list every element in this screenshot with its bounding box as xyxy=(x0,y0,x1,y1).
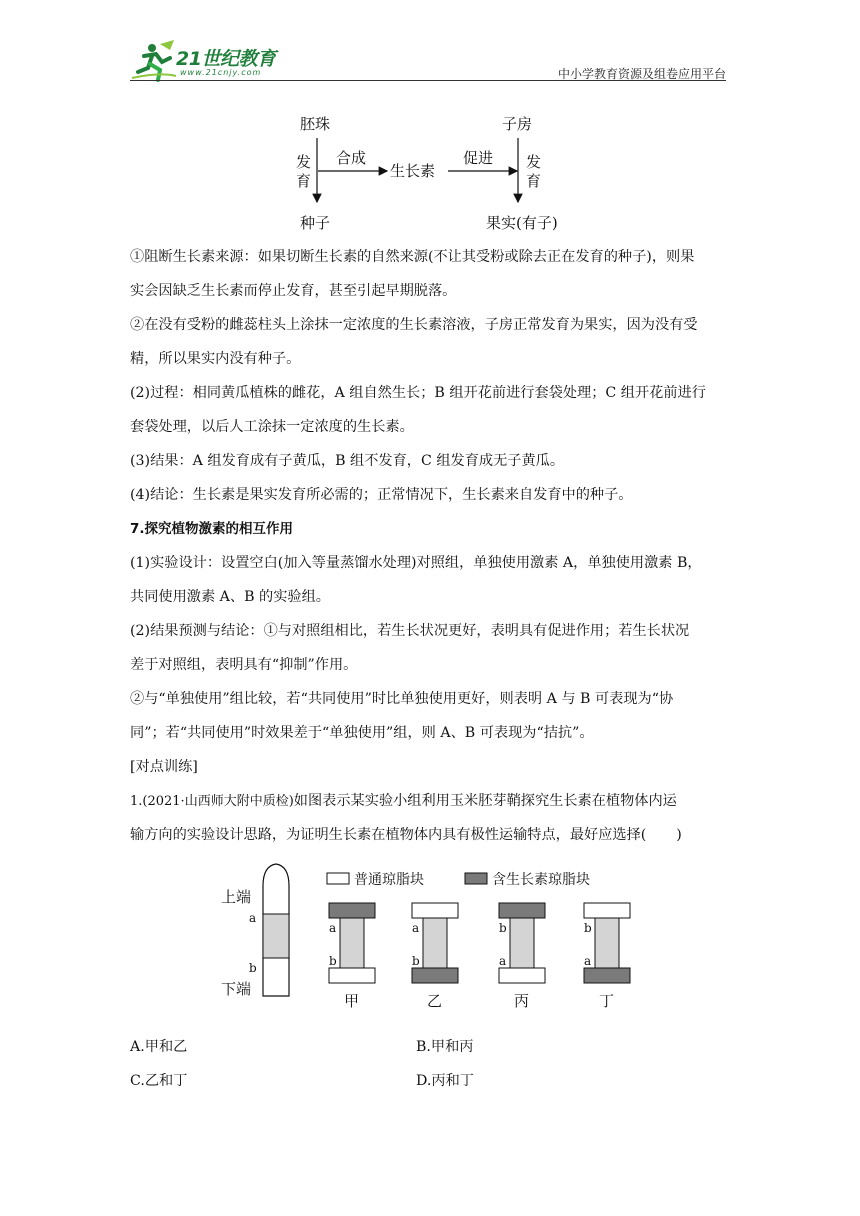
legend-auxin-swatch xyxy=(465,873,487,884)
paragraph-block-design xyxy=(130,546,728,614)
auxin-agar-block xyxy=(584,968,630,983)
page-header xyxy=(130,38,726,82)
legend-plain-swatch xyxy=(327,873,349,884)
paragraph-block-apply-auxin xyxy=(130,308,728,376)
ovule-label: 胚珠 xyxy=(300,115,331,133)
text-line: 同”；若“共同使用”时效果差于“单独使用”组，则 A、B 可表现为“拮抗”。 xyxy=(130,725,594,741)
question-source: 1.(2021·山西师大附中质检) xyxy=(130,794,294,809)
option-b[interactable]: B.甲和丙 xyxy=(416,1039,474,1055)
setup-name-label: 丙 xyxy=(514,992,530,1010)
plain-agar-block xyxy=(329,968,375,983)
option-c[interactable]: C.乙和丁 xyxy=(130,1073,188,1089)
promote-label: 促进 xyxy=(463,149,494,167)
auxin-agar-block xyxy=(329,903,375,918)
logo-url: www.21cnjy.com xyxy=(180,68,262,77)
segment-bottom-label: b xyxy=(412,954,420,968)
develop-right-2: 育 xyxy=(526,172,542,190)
text-line: 差于对照组，表明具有“抑制”作用。 xyxy=(130,657,358,673)
paragraph-conclusion xyxy=(130,478,728,512)
coleoptile-b-label: b xyxy=(249,961,257,975)
setup-1 xyxy=(329,903,375,1010)
platform-name: 中小学教育资源及组卷应用平台 xyxy=(557,67,726,81)
segment-bottom-label: b xyxy=(329,954,337,968)
option-a[interactable]: A.甲和乙 xyxy=(130,1039,188,1055)
setup-name-label: 甲 xyxy=(344,992,360,1010)
auxin-fruit-diagram xyxy=(290,110,580,240)
develop-right-1: 发 xyxy=(526,153,542,171)
coleoptile xyxy=(221,864,289,998)
question-line-2 xyxy=(130,818,728,852)
setup-3 xyxy=(499,903,545,1010)
legend-plain-label: 普通琼脂块 xyxy=(354,872,424,888)
experiment-setups xyxy=(329,903,630,1010)
training-label: [对点训练] xyxy=(130,759,198,775)
question-text: 如图表示某实验小组利用玉米胚芽鞘探究生长素在植物体内运 xyxy=(293,793,677,809)
develop-left-1: 发 xyxy=(296,153,312,171)
text-line: 精，所以果实内没有种子。 xyxy=(130,351,301,367)
segment-top-label: b xyxy=(499,921,507,935)
text-line: 共同使用激素 A、B 的实验组。 xyxy=(130,589,330,605)
option-d[interactable]: D.丙和丁 xyxy=(416,1073,474,1089)
paragraph-block-process xyxy=(130,376,728,444)
paragraph-block-prediction xyxy=(130,614,728,682)
auxin-agar-block xyxy=(412,968,458,983)
text-line: (3)结果：A 组发育成有子黄瓜，B 组不发育，C 组发育成无子黄瓜。 xyxy=(130,453,565,469)
setup-name-label: 丁 xyxy=(599,992,615,1010)
text-line: ②在没有受粉的雌蕊柱头上涂抹一定浓度的生长素溶液，子房正常发育为果实，因为没有受 xyxy=(130,317,698,333)
plain-agar-block xyxy=(499,968,545,983)
text-line: ②与“单独使用”组比较，若“共同使用”时比单独使用更好，则表明 A 与 B 可表现为“协 xyxy=(130,691,674,707)
segment-top-label: a xyxy=(412,921,420,935)
coleoptile-segment xyxy=(595,918,619,968)
section-heading-7 xyxy=(130,512,728,546)
setup-name-label: 乙 xyxy=(427,992,443,1010)
coleoptile-segment xyxy=(510,918,534,968)
text-line: ①阻断生长素来源：如果切断生长素的自然来源(不让其受粉或除去正在发育的种子)，则果 xyxy=(130,249,695,265)
auxin-agar-block xyxy=(499,903,545,918)
text-line: 实会因缺乏生长素而停止发育，甚至引起早期脱落。 xyxy=(130,283,457,299)
plain-agar-block xyxy=(412,903,458,918)
question-1 xyxy=(130,784,728,852)
question-close-paren: ) xyxy=(676,827,682,843)
setup-2 xyxy=(412,903,458,1010)
text-line: (2)过程：相同黄瓜植株的雌花，A 组自然生长；B 组开花前进行套袋处理；C 组开花前进行 xyxy=(130,385,706,401)
paragraph-block-synergy xyxy=(130,682,728,750)
segment-top-label: b xyxy=(584,921,592,935)
fruit-label: 果实(有子) xyxy=(486,214,558,232)
text-line: (2)结果预测与结论：①与对照组相比，若生长状况更好，表明具有促进作用；若生长状况 xyxy=(130,623,690,639)
segment-bottom-label: a xyxy=(499,954,507,968)
ovary-label: 子房 xyxy=(502,115,533,133)
paragraph-result xyxy=(130,444,728,478)
segment-bottom-label: a xyxy=(584,954,592,968)
paragraph-block-cut-source xyxy=(130,240,728,308)
coleoptile-segment xyxy=(340,918,364,968)
coleoptile-experiment-figure xyxy=(215,860,645,1010)
setup-4 xyxy=(584,903,630,1010)
text-line: (1)实验设计：设置空白(加入等量蒸馏水处理)对照组，单独使用激素 A，单独使用激素 B， xyxy=(130,555,702,571)
top-end-label: 上端 xyxy=(221,888,252,906)
seed-label: 种子 xyxy=(300,214,331,232)
legend xyxy=(327,871,590,888)
auxin-label: 生长素 xyxy=(390,162,436,180)
question-line-1 xyxy=(130,784,728,818)
coleoptile-a-label: a xyxy=(249,911,257,925)
text-line: 套袋处理，以后人工涂抹一定浓度的生长素。 xyxy=(130,419,414,435)
plain-agar-block xyxy=(584,903,630,918)
synthesize-label: 合成 xyxy=(336,149,367,167)
logo-text: 21世纪教育 xyxy=(176,48,276,70)
coleoptile-segment xyxy=(423,918,447,968)
runner-icon xyxy=(132,40,176,80)
segment-top-label: a xyxy=(329,921,337,935)
section-title: 7.探究植物激素的相互作用 xyxy=(130,521,294,537)
question-text: 输方向的实验设计思路，为证明生长素在植物体内具有极性运输特点，最好应选择( xyxy=(130,827,647,843)
training-heading xyxy=(130,750,728,784)
header-divider xyxy=(130,80,726,81)
legend-auxin-label: 含生长素琼脂块 xyxy=(492,872,590,888)
text-line: (4)结论：生长素是果实发育所必需的；正常情况下，生长素来自发育中的种子。 xyxy=(130,487,633,503)
develop-left-2: 育 xyxy=(296,172,312,190)
bottom-end-label: 下端 xyxy=(221,980,252,998)
